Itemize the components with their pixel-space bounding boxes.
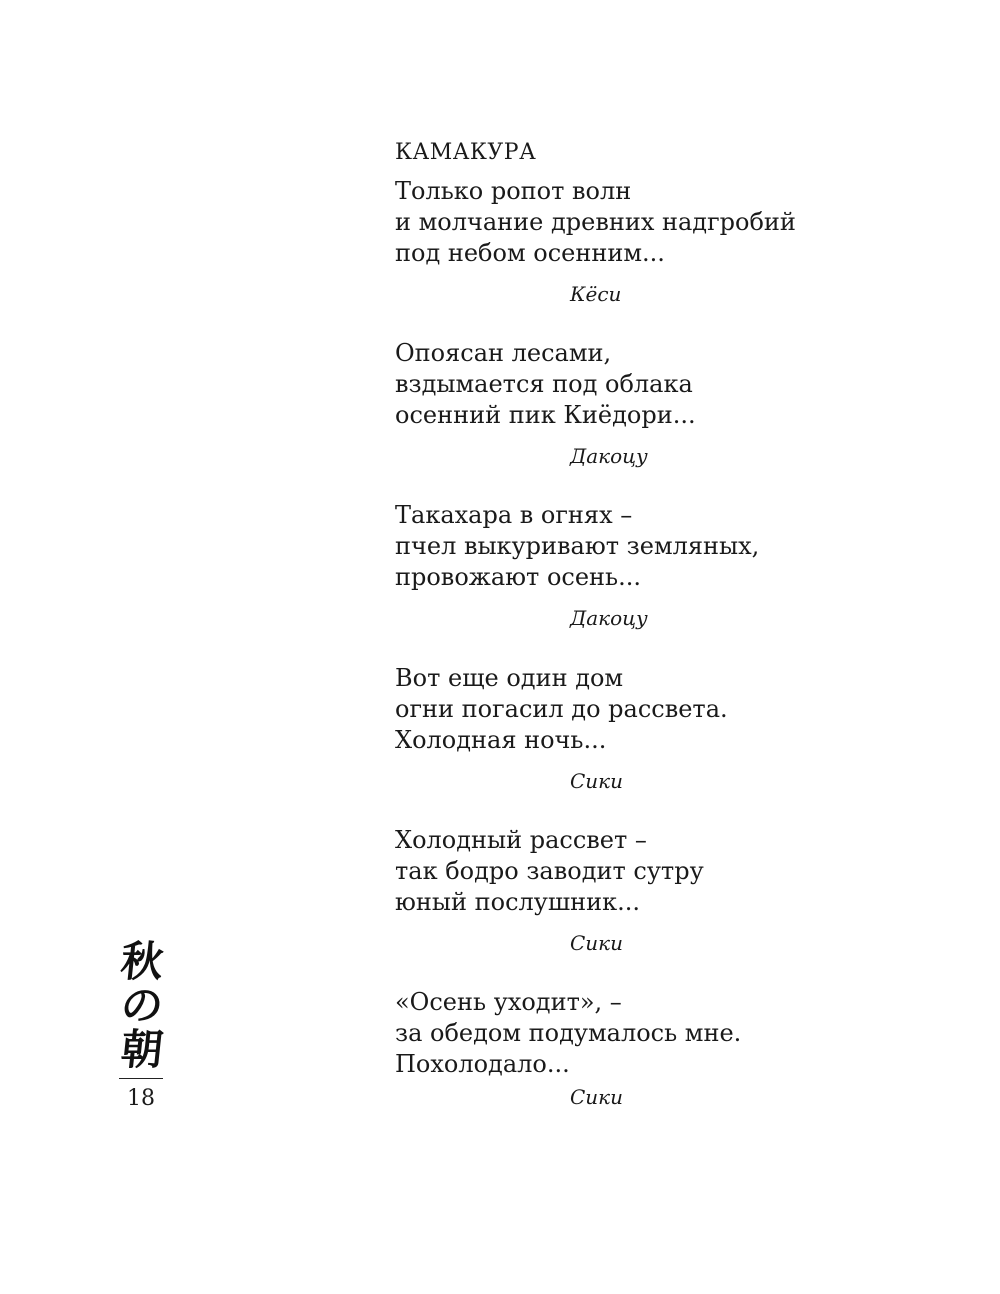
- poem-line: за обедом подумалось мне.: [395, 1019, 742, 1047]
- poem-author: Дакоцу: [570, 444, 648, 468]
- poem-line: Вот еще один дом: [395, 664, 624, 692]
- poem-line: провожают осень...: [395, 563, 641, 591]
- calligraphy-char: の: [118, 981, 166, 1030]
- poem: [395, 500, 815, 593]
- poem-author: Дакоцу: [570, 606, 648, 630]
- poem-line: Холодный рассвет –: [395, 826, 647, 854]
- poem-line: юный послушник...: [395, 888, 641, 916]
- poem-line: пчел выкуривают земляных,: [395, 532, 760, 560]
- page-number-rule: [119, 1078, 163, 1079]
- poem-line: вздымается под облака: [395, 370, 693, 398]
- poem-line: Только ропот волн: [395, 177, 632, 205]
- poem-line: «Осень уходит», –: [395, 988, 622, 1016]
- poem: [395, 987, 815, 1080]
- calligraphy-mark: [112, 937, 172, 1074]
- poem-author: Сики: [570, 1085, 624, 1109]
- poem: [395, 825, 815, 918]
- poem-author: Кёси: [570, 282, 622, 306]
- poem-line: и молчание древних надгробий: [395, 208, 796, 236]
- poem-line: Опоясан лесами,: [395, 339, 612, 367]
- page-number: 18: [127, 1086, 155, 1111]
- poem: [395, 338, 815, 431]
- poem: [395, 663, 815, 756]
- poem-line: Похолодало...: [395, 1050, 570, 1078]
- poem-author: Сики: [570, 769, 624, 793]
- poem-line: Холодная ночь...: [395, 726, 607, 754]
- poem-line: осенний пик Киёдори...: [395, 401, 696, 429]
- poem-line: так бодро заводит сутру: [395, 857, 704, 885]
- poem: [395, 176, 815, 269]
- calligraphy-char: 秋: [118, 937, 166, 986]
- section-heading: КАМАКУРА: [395, 140, 537, 165]
- calligraphy-char: 朝: [118, 1025, 166, 1074]
- poem-author: Сики: [570, 931, 624, 955]
- poem-line: под небом осенним...: [395, 239, 665, 267]
- poem-line: огни погасил до рассвета.: [395, 695, 728, 723]
- poem-line: Такахара в огнях –: [395, 501, 633, 529]
